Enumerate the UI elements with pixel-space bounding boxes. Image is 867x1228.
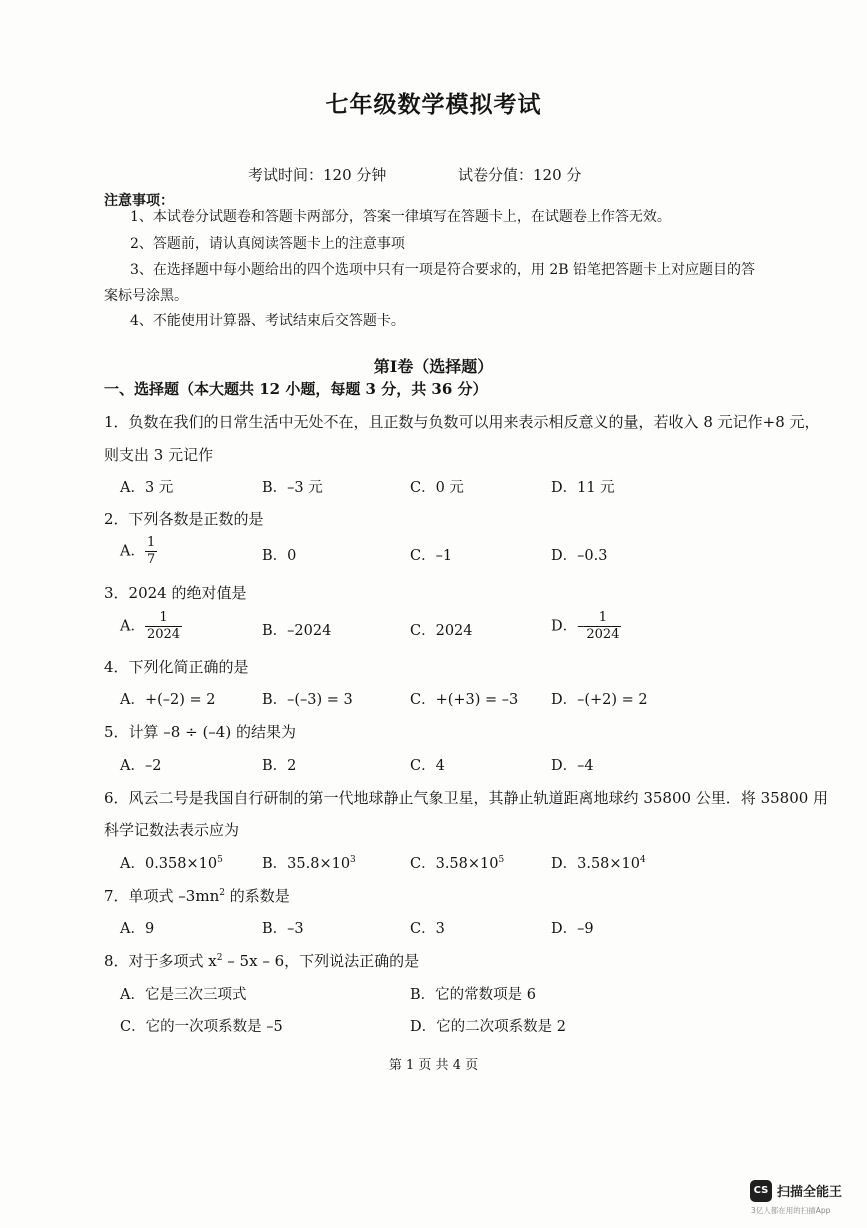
q2-option-a (120, 535, 157, 568)
q6-option-b (262, 852, 356, 873)
q6-option-c-base: C．3.58×10 (410, 856, 499, 872)
exponent: 5 (217, 855, 223, 866)
q1-option-d: D．11 元 (551, 480, 615, 496)
camscanner-logo-icon: CS (750, 1180, 772, 1202)
notice-item: 案标号涂黑。 (104, 288, 188, 304)
q6-option-c (410, 852, 504, 873)
notice-item: 1、本试卷分试题卷和答题卡两部分，答案一律填写在答题卡上，在试题卷上作答无效。 (130, 209, 671, 225)
exponent: 5 (498, 855, 505, 866)
q8-stem-pre: 8．对于多项式 x (104, 952, 217, 970)
q7-option-d: D．–9 (551, 921, 594, 937)
fraction-denominator: 7 (146, 552, 156, 567)
question-6-stem-cont: 科学记数法表示应为 (104, 821, 240, 839)
q7-stem-post: 的系数是 (224, 887, 290, 905)
section-title: 第Ⅰ卷（选择题） (373, 357, 494, 376)
fraction-numerator: 1 (146, 535, 156, 550)
q3-option-b: B．–2024 (262, 623, 332, 639)
q7-option-c: C．3 (410, 921, 445, 937)
fraction (145, 610, 182, 643)
notice-heading: 注意事项： (104, 193, 174, 209)
question-7-stem (104, 885, 290, 906)
q6-option-a (120, 852, 223, 873)
exponent: 3 (350, 855, 356, 866)
q7-option-a: A．9 (120, 921, 155, 937)
fraction-numerator: 1 (145, 610, 182, 627)
question-8-stem (104, 950, 419, 971)
exam-title: 七年级数学模拟考试 (325, 91, 542, 118)
q8-option-a: A．它是三次三项式 (120, 987, 247, 1003)
q7-option-b: B．–3 (262, 921, 304, 937)
q3-option-a (120, 610, 182, 643)
question-5-stem: 5．计算 –8 ÷ (–4) 的结果为 (104, 723, 296, 741)
q3-option-d (551, 610, 621, 643)
notice-item: 2、答题前，请认真阅读答题卡上的注意事项 (130, 236, 405, 252)
notice-item: 3、在选择题中每小题给出的四个选项中只有一项是符合要求的，用 2B 铅笔把答题卡上对应题目的答 (130, 262, 756, 278)
watermark-subtext: 3亿人都在用的扫描App (751, 1206, 831, 1215)
question-2-stem: 2．下列各数是正数的是 (104, 510, 264, 528)
q4-option-c: C．+(+3) = –3 (410, 692, 519, 708)
q3-option-a-label: A． (120, 618, 145, 635)
notice-item: 4、不能使用计算器、考试结束后交答题卡。 (130, 313, 405, 329)
q6-option-a-base: A．0.358×10 (120, 856, 218, 872)
exponent: 4 (640, 855, 646, 866)
watermark-text: 扫描全能王 (777, 1185, 843, 1200)
q5-option-c: C．4 (410, 758, 445, 774)
q8-option-b: B．它的常数项是 6 (410, 987, 536, 1003)
q4-option-d: D．–(+2) = 2 (551, 692, 648, 708)
q4-option-b: B．–(–3) = 3 (262, 692, 353, 708)
q8-option-d: D．它的二次项系数是 2 (410, 1019, 566, 1035)
exponent: 2 (219, 888, 225, 898)
q5-option-d: D．–4 (551, 758, 594, 774)
q2-option-d: D．–0.3 (551, 548, 608, 564)
question-1-stem-cont: 则支出 3 元记作 (104, 446, 214, 464)
q7-stem-pre: 7．单项式 –3mn (104, 887, 220, 905)
fraction-numerator: 1 (584, 610, 621, 627)
q3-option-d-label: D．– (551, 618, 585, 635)
question-6-stem: 6．风云二号是我国自行研制的第一代地球静止气象卫星，其静止轨道距离地球约 35800 公里．将 35800 用 (104, 789, 829, 807)
q6-option-b-base: B．35.8×10 (262, 856, 351, 872)
q4-option-a: A．+(–2) = 2 (120, 692, 216, 708)
question-4-stem: 4．下列化简正确的是 (104, 658, 249, 676)
q8-option-c: C．它的一次项系数是 –5 (120, 1019, 283, 1035)
q6-option-d (551, 852, 646, 873)
part-heading: 一、选择题（本大题共 12 小题，每题 3 分，共 36 分） (104, 380, 488, 398)
q2-option-a-label: A． (120, 543, 145, 560)
fraction-denominator: 2024 (586, 627, 620, 642)
exponent: 2 (216, 953, 223, 963)
q2-option-c: C．–1 (410, 548, 453, 564)
q1-option-b: B．–3 元 (262, 480, 323, 496)
q8-stem-post: – 5x – 6，下列说法正确的是 (222, 952, 420, 970)
page-footer: 第 1 页 共 4 页 (388, 1058, 479, 1073)
q1-option-a: A．3 元 (120, 480, 174, 496)
question-1-stem: 1．负数在我们的日常生活中无处不在，且正数与负数可以用来表示相反意义的量，若收入 8 元记作+8 元， (104, 413, 820, 431)
q6-option-d-base: D．3.58×10 (551, 856, 641, 872)
exam-time: 考试时间：120 分钟 (248, 166, 387, 184)
q2-option-b: B．0 (262, 548, 297, 564)
exam-score: 试卷分值：120 分 (458, 166, 582, 184)
q1-option-c: C．0 元 (410, 480, 464, 496)
question-3-stem: 3．2024 的绝对值是 (104, 584, 247, 602)
q5-option-a: A．–2 (120, 758, 162, 774)
q3-option-c: C．2024 (410, 623, 473, 639)
q5-option-b: B．2 (262, 758, 297, 774)
fraction (584, 610, 621, 643)
fraction-denominator: 2024 (146, 627, 181, 642)
fraction (145, 535, 157, 568)
